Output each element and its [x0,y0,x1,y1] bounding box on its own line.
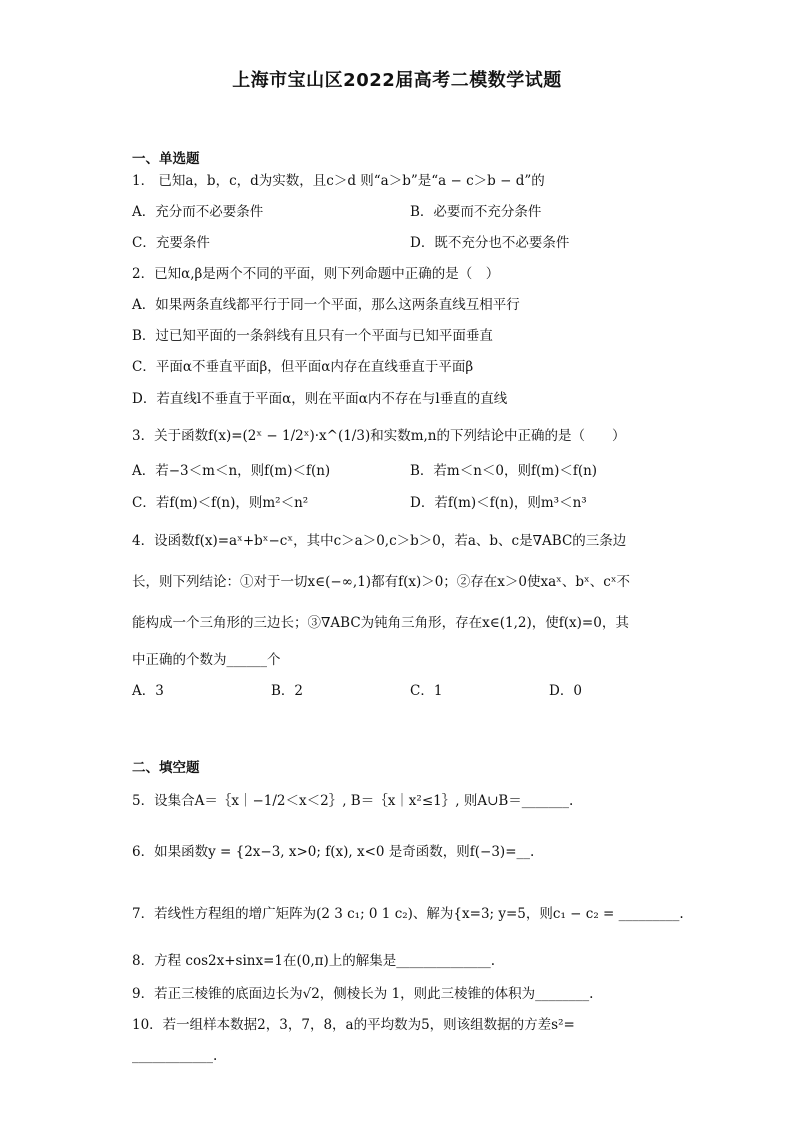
question-1-option-b: B．必要而不充分条件 [410,204,542,220]
section-heading-fill-in: 二、填空题 [132,760,200,776]
page-title: 上海市宝山区2022届高考二模数学试题 [232,70,562,91]
question-6: 6．如果函数y = {2x−3, x>0; f(x), x<0 是奇函数，则f(−3)=__. [132,844,535,860]
question-4-option-d: D．0 [549,683,582,699]
question-2-option-c: C．平面α不垂直平面β，但平面α内存在直线垂直于平面β [132,359,474,375]
question-4-line-2: 长，则下列结论：①对于一切x∈(−∞,1)都有f(x)＞0；②存在x＞0使xaˣ、bˣ、cˣ不 [132,574,631,590]
question-4-line-3: 能构成一个三角形的三边长；③∇ABC为钝角三角形，存在x∈(1,2)，使f(x)=0，其 [132,615,629,631]
question-10-line-1: 10．若一组样本数据2，3，7，8，a的平均数为5，则该组数据的方差s²= [132,1017,575,1033]
question-3-option-c: C．若f(m)＜f(n)，则m²＜n² [132,495,309,511]
question-2-option-d: D．若直线l不垂直于平面α，则在平面α内不存在与l垂直的直线 [132,391,508,407]
question-2-option-a: A．如果两条直线都平行于同一个平面，那么这两条直线互相平行 [132,297,520,313]
question-7: 7．若线性方程组的增广矩阵为(2 3 c₁; 0 1 c₂)、解为{x=3; y=5，则c₁ − c₂ = _________. [132,906,684,922]
question-4-option-a: A．3 [132,683,164,699]
question-5: 5．设集合A＝｛x｜−1/2＜x＜2｝, B＝｛x｜x²≤1｝, 则A∪B＝_______. [132,793,574,809]
question-2-option-b: B．过已知平面的一条斜线有且只有一个平面与已知平面垂直 [132,328,493,344]
question-3-option-d: D．若f(m)＜f(n)，则m³＜n³ [410,495,587,511]
question-10-line-2: ____________. [132,1048,218,1064]
question-2-stem: 2．已知α,β是两个不同的平面，则下列命题中正确的是（ ） [132,266,500,282]
question-4-line-4: 中正确的个数为______个 [132,652,281,668]
question-4-option-c: C．1 [410,683,443,699]
question-4-line-1: 4．设函数f(x)=aˣ+bˣ−cˣ，其中c＞a＞0,c＞b＞0，若a、b、c是∇ABC的三条边 [132,533,627,549]
question-8: 8．方程 cos2x+sinx=1在(0,π)上的解集是______________. [132,953,496,969]
question-9: 9．若正三棱锥的底面边长为√2，侧棱长为 1，则此三棱锥的体积为________. [132,986,594,1002]
question-3-option-a: A．若−3＜m＜n，则f(m)＜f(n) [132,463,331,479]
question-3-option-b: B．若m＜n＜0，则f(m)＜f(n) [410,463,598,479]
question-1-stem: 1． 已知a，b，c，d为实数，且c＞d 则“a＞b”是“a − c＞b − d”的 [132,173,545,189]
question-3-stem: 3．关于函数f(x)=(2ˣ − 1/2ˣ)·x^(1/3)和实数m,n的下列结论中正确的是（ ） [132,428,626,444]
question-1-option-a: A．充分而不必要条件 [132,204,264,220]
question-4-option-b: B．2 [271,683,304,699]
question-1-option-d: D．既不充分也不必要条件 [410,235,570,251]
section-heading-single-choice: 一、单选题 [132,151,200,167]
question-1-option-c: C．充要条件 [132,235,210,251]
